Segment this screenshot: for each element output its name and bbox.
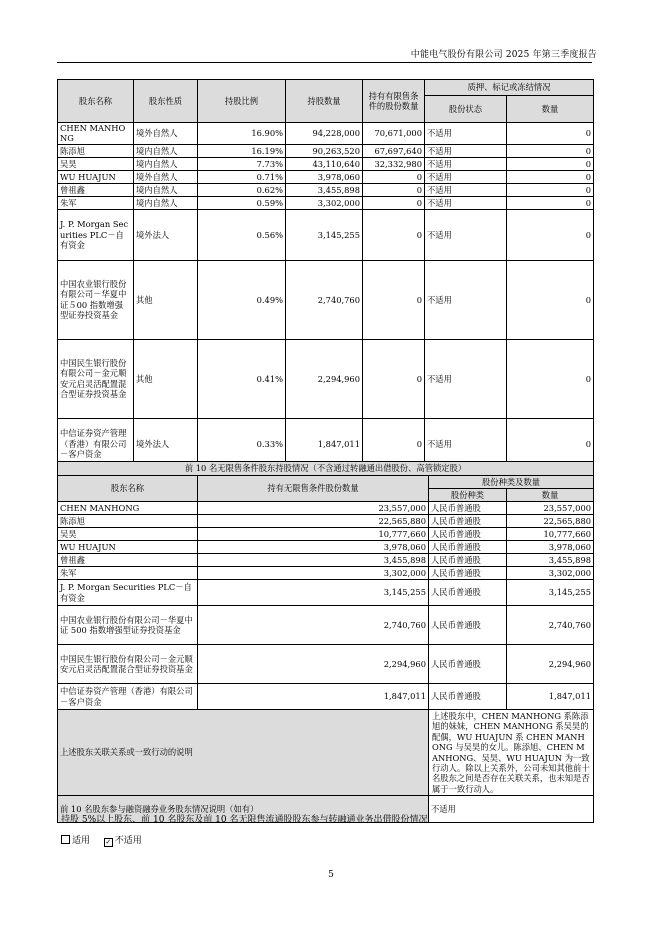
cell-shareholder-nature: 其他 (134, 339, 198, 418)
cell-shareholder-name: WU HUAJUN (58, 541, 198, 554)
cell-unrestricted-shares: 3,455,898 (198, 554, 429, 567)
table-row (58, 528, 594, 541)
cell-shares-held: 43,110,640 (286, 157, 363, 170)
cell-share-qty: 3,302,000 (507, 567, 594, 580)
cell-shareholder-name: 中国农业银行股份有限公司－华夏中证５00 指数增强型证券投资基金 (58, 260, 134, 339)
cell-shareholder-name: 中信证券资产管理（香港）有限公司－客户资金 (58, 418, 134, 469)
cell-shares-held: 3,302,000 (286, 196, 363, 209)
cell-restricted-shares: 70,671,000 (363, 123, 425, 145)
cell-pledge-qty: 0 (507, 339, 594, 418)
cell-unrestricted-shares: 3,978,060 (198, 541, 429, 554)
table-row (58, 157, 594, 170)
cell-unrestricted-shares: 3,302,000 (198, 567, 429, 580)
cell-holding-ratio: 0.56% (198, 209, 286, 260)
cell-pledge-qty: 0 (507, 196, 594, 209)
cell-share-qty: 3,455,898 (507, 554, 594, 567)
cell-share-type: 人民币普通股 (429, 606, 507, 645)
cell-share-qty: 3,978,060 (507, 541, 594, 554)
table-row (58, 123, 594, 145)
cell-shareholder-nature: 境内自然人 (134, 144, 198, 157)
cell-share-type: 人民币普通股 (429, 567, 507, 580)
cell-shareholder-nature: 境内自然人 (134, 183, 198, 196)
cell-restricted-shares: 67,697,640 (363, 144, 425, 157)
cell-holding-ratio: 0.41% (198, 339, 286, 418)
option-applicable: 适用 (72, 836, 91, 846)
cell-holding-ratio: 0.71% (198, 170, 286, 183)
table-row (58, 196, 594, 209)
cell-pledge-status: 不适用 (425, 196, 507, 209)
cell-shares-held: 94,228,000 (286, 123, 363, 145)
cell-pledge-qty: 0 (507, 157, 594, 170)
table-row (58, 580, 594, 606)
cell-shareholder-name: WU HUAJUN (58, 170, 134, 183)
cell-shareholder-name: 中国民生银行股份有限公司－金元顺安元启灵活配置混合型证券投资基金 (58, 645, 198, 684)
cell-pledge-status: 不适用 (425, 209, 507, 260)
relation-text: 上述股东中，CHEN MANHONG 系陈添旭的妹妹，CHEN MANHONG 系吴昊的配偶，WU HUAJUN 系 CHEN MANHONG 与吴昊的女儿。陈添旭、CHEN MANHONG、吴昊、WU HUAJUN 为一致行动人。除以上关系外，公司未知其他前十名股东之间是否存在关联关系，也未知是否属于一致行动人。 (429, 710, 594, 796)
cell-share-type: 人民币普通股 (429, 502, 507, 515)
cell-pledge-qty: 0 (507, 260, 594, 339)
margin-trading-label: 前 10 名股东参与融资融券业务股东情况说明（如有） (58, 796, 429, 823)
table2-title: 前 10 名无限售条件股东持股情况（不含通过转融通出借股份、高管锁定股） (58, 462, 594, 476)
cell-pledge-status: 不适用 (425, 183, 507, 196)
unchecked-box-icon (61, 835, 70, 844)
table-row (58, 515, 594, 528)
col-header-restricted: 持有有限售条件的股份数量 (363, 80, 425, 123)
cell-shareholder-name: J. P. Morgan Securities PLC－自有资金 (58, 209, 134, 260)
cell-shareholder-name: 朱军 (58, 567, 198, 580)
col2-header-qty: 数量 (507, 489, 594, 502)
cell-share-type: 人民币普通股 (429, 645, 507, 684)
cell-shareholder-name: 吴昊 (58, 157, 134, 170)
cell-shareholder-name: J. P. Morgan Securities PLC－自有资金 (58, 580, 198, 606)
cell-pledge-qty: 0 (507, 183, 594, 196)
cell-share-qty: 2,740,760 (507, 606, 594, 645)
cell-pledge-qty: 0 (507, 170, 594, 183)
col-header-pledge-status: 股份状态 (425, 96, 507, 123)
cell-pledge-qty: 0 (507, 123, 594, 145)
col-header-nature: 股东性质 (134, 80, 198, 123)
cell-unrestricted-shares: 22,565,880 (198, 515, 429, 528)
cell-holding-ratio: 0.33% (198, 418, 286, 469)
cell-shareholder-name: CHEN MANHONG (58, 123, 134, 145)
cell-pledge-status: 不适用 (425, 170, 507, 183)
cell-shareholder-name: 陈添旭 (58, 144, 134, 157)
top10-unrestricted-shareholders-table (57, 461, 594, 823)
cell-pledge-status: 不适用 (425, 418, 507, 469)
cell-pledge-qty: 0 (507, 418, 594, 469)
cell-shareholder-nature: 境内自然人 (134, 157, 198, 170)
cell-restricted-shares: 0 (363, 196, 425, 209)
col2-header-type: 股份种类 (429, 489, 507, 502)
cell-share-qty: 3,145,255 (507, 580, 594, 606)
cell-unrestricted-shares: 23,557,000 (198, 502, 429, 515)
report-header-title: 中能电气股份有限公司 2025 年第三季度报告 (410, 50, 597, 60)
cell-holding-ratio: 0.59% (198, 196, 286, 209)
cell-share-type: 人民币普通股 (429, 528, 507, 541)
cell-shareholder-nature: 境外法人 (134, 418, 198, 469)
cell-pledge-status: 不适用 (425, 157, 507, 170)
cell-shareholder-name: 中国民生银行股份有限公司－金元顺安元启灵活配置混合型证券投资基金 (58, 339, 134, 418)
cell-shares-held: 90,263,520 (286, 144, 363, 157)
cell-holding-ratio: 0.49% (198, 260, 286, 339)
cell-restricted-shares: 0 (363, 260, 425, 339)
col2-header-unrestricted: 持有无限售条件股份数量 (198, 476, 429, 502)
cell-pledge-status: 不适用 (425, 144, 507, 157)
cell-share-qty: 22,565,880 (507, 515, 594, 528)
cell-shareholder-name: 中信证券资产管理（香港）有限公司－客户资金 (58, 684, 198, 710)
page-number: 5 (328, 870, 334, 880)
cell-shareholder-name: 曾祖鑫 (58, 554, 198, 567)
table-row (58, 645, 594, 684)
cell-shares-held: 3,455,898 (286, 183, 363, 196)
cell-share-type: 人民币普通股 (429, 541, 507, 554)
cell-holding-ratio: 0.62% (198, 183, 286, 196)
cell-pledge-qty: 0 (507, 144, 594, 157)
applicability-options (61, 833, 142, 847)
cell-shares-held: 3,145,255 (286, 209, 363, 260)
cell-holding-ratio: 7.73% (198, 157, 286, 170)
table-row (58, 606, 594, 645)
table-row (58, 541, 594, 554)
cell-shares-held: 2,294,960 (286, 339, 363, 418)
header-divider (57, 62, 592, 63)
top10-shareholders-table (57, 79, 594, 470)
cell-share-qty: 1,847,011 (507, 684, 594, 710)
cell-shareholder-name: 朱军 (58, 196, 134, 209)
table-row (58, 684, 594, 710)
cell-pledge-status: 不适用 (425, 123, 507, 145)
cell-shares-held: 3,978,060 (286, 170, 363, 183)
lending-note: 持股 5%以上股东、前 10 名股东及前 10 名无限售流通股股东参与转融通业务出借股份情况 (61, 815, 428, 825)
margin-trading-text: 不适用 (429, 796, 594, 823)
cell-share-type: 人民币普通股 (429, 554, 507, 567)
cell-shares-held: 2,740,760 (286, 260, 363, 339)
cell-shareholder-name: 曾祖鑫 (58, 183, 134, 196)
cell-share-qty: 10,777,660 (507, 528, 594, 541)
cell-shareholder-name: 陈添旭 (58, 515, 198, 528)
option-not-applicable: 不适用 (114, 836, 142, 846)
cell-share-type: 人民币普通股 (429, 515, 507, 528)
checked-box-icon: ✓ (105, 838, 112, 846)
table-row (58, 183, 594, 196)
cell-restricted-shares: 0 (363, 183, 425, 196)
cell-share-type: 人民币普通股 (429, 684, 507, 710)
cell-unrestricted-shares: 2,294,960 (198, 645, 429, 684)
cell-unrestricted-shares: 1,847,011 (198, 684, 429, 710)
col-header-pledge-qty: 数量 (507, 96, 594, 123)
table-row (58, 144, 594, 157)
cell-restricted-shares: 0 (363, 418, 425, 469)
cell-holding-ratio: 16.19% (198, 144, 286, 157)
cell-holding-ratio: 16.90% (198, 123, 286, 145)
cell-shareholder-nature: 境外自然人 (134, 123, 198, 145)
cell-shareholder-name: 吴昊 (58, 528, 198, 541)
cell-shareholder-nature: 其他 (134, 260, 198, 339)
cell-pledge-status: 不适用 (425, 339, 507, 418)
table-row (58, 260, 594, 339)
cell-shareholder-name: CHEN MANHONG (58, 502, 198, 515)
cell-shareholder-nature: 境外自然人 (134, 170, 198, 183)
cell-share-qty: 2,294,960 (507, 645, 594, 684)
col-header-shares: 持股数量 (286, 80, 363, 123)
table-row (58, 567, 594, 580)
col2-header-type-group: 股份种类及数量 (429, 476, 594, 489)
cell-share-qty: 23,557,000 (507, 502, 594, 515)
cell-share-type: 人民币普通股 (429, 580, 507, 606)
cell-shares-held: 1,847,011 (286, 418, 363, 469)
cell-unrestricted-shares: 2,740,760 (198, 606, 429, 645)
cell-pledge-qty: 0 (507, 209, 594, 260)
table-row (58, 554, 594, 567)
cell-restricted-shares: 0 (363, 170, 425, 183)
cell-shareholder-name: 中国农业银行股份有限公司－华夏中证 500 指数增强型证券投资基金 (58, 606, 198, 645)
relation-label: 上述股东关联关系或一致行动的说明 (58, 710, 429, 796)
cell-pledge-status: 不适用 (425, 260, 507, 339)
table-row (58, 502, 594, 515)
cell-unrestricted-shares: 10,777,660 (198, 528, 429, 541)
col-header-pledge-group: 质押、标记或冻结情况 (425, 80, 594, 96)
table-row (58, 170, 594, 183)
cell-restricted-shares: 32,332,980 (363, 157, 425, 170)
col2-header-name: 股东名称 (58, 476, 198, 502)
table-row (58, 209, 594, 260)
cell-shareholder-nature: 境内自然人 (134, 196, 198, 209)
cell-restricted-shares: 0 (363, 339, 425, 418)
table-row (58, 339, 594, 418)
col-header-name: 股东名称 (58, 80, 134, 123)
cell-restricted-shares: 0 (363, 209, 425, 260)
cell-shareholder-nature: 境外法人 (134, 209, 198, 260)
col-header-ratio: 持股比例 (198, 80, 286, 123)
cell-unrestricted-shares: 3,145,255 (198, 580, 429, 606)
